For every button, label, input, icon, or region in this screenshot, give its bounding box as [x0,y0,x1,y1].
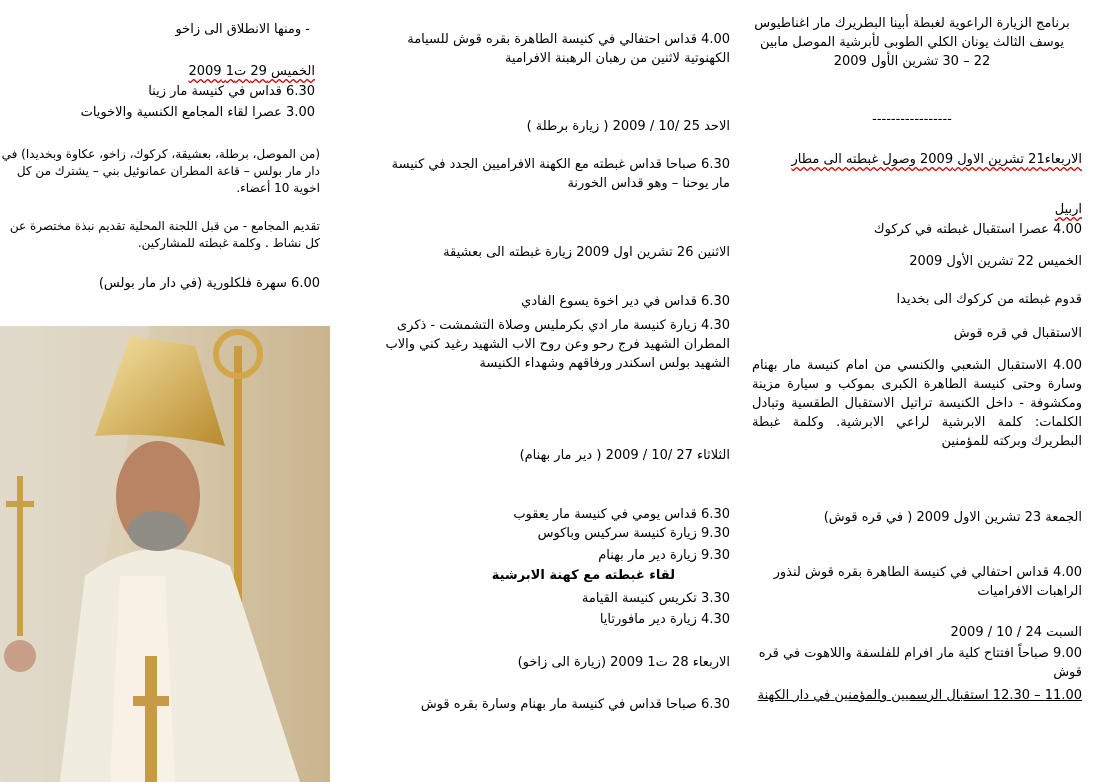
tue-27-heading: الثلاثاء 27 /10 / 2009 ( دير مار بهنام) [519,448,730,463]
tue-27-item1: 6.30 قداس يومي في كنيسة مار يعقوب [513,507,730,522]
fri-23-item: 4.00 قداس احتفالي في كنيسة الطاهرة بقره قوش لنذور الراهبات الافراميات [773,565,1082,599]
tue-27-item5: 3.30 تكريس كنيسة القيامة [581,591,730,606]
thu-29-heading: الخميس 29 ت1 2009 [188,64,315,79]
tue-27-item3: 9.30 زيارة دير مار بهنام [598,548,730,563]
mon-26-item1: 6.30 قداس في دير اخوة يسوع الفادي [521,294,730,309]
sun-25-heading: الاحد 25 /10 / 2009 ( زيارة برطلة ) [526,119,730,134]
thu-22-heading: الخميس 22 تشرين الأول 2009 [909,254,1082,269]
sat-24-item2: 11.00 – 12.30 استقبال الرسميين والمؤمنين في دار الكهنة [757,688,1082,703]
wed-28-item: 6.30 صباحا قداس في كنيسة مار بهنام وسارة بقره قوش [420,697,730,712]
thu-29-note1: (من الموصل، برطلة، بعشيقة، كركوك، زاخو، عكاوة وبخديدا) في دار مار بولس – قاعة المطران عمانوئيل بني – يشترك من كل اخوية 10 أعضاء. [1,147,320,195]
tue-27-item4: لقاء غبطته مع كهنة الابرشية [491,568,675,583]
program-title: برنامج الزيارة الراعوية لغبطة أبينا البطريرك مار اغناطيوس يوسف الثالث يونان الكلي الطوبى لأبرشية الموصل مابين 22 – 30 تشرين الأول 2009 [754,16,1070,69]
fri-23-heading: الجمعة 23 تشرين الاول 2009 ( في قره قوش) [823,510,1082,525]
sat-24-item1: 9.00 صباحاً افتتاح كلية مار افرام للفلسفة واللاهوت في قره قوش [758,646,1082,680]
tue-27-item6: 4.30 زيارة دير مافورتايا [599,612,730,627]
reception-text: 4.00 الاستقبال الشعبي والكنسي من امام كنيسة مار بهنام وسارة وحتى كنيسة الطاهرة الكبرى بموكب و سيارة مزينة ومكشوفة - داخل الكنيسة تراتيل الاستقبال الطقسية وتبادل الكلمات: كلمة الابرشية لراعي الابرشية. وكلمة غبطة البطريرك وبركته للمؤمنين [752,358,1082,449]
depart-zakho: - ومنها الانطلاق الى زاخو [175,22,310,37]
wed-21-heading: الاربعاء21 تشرين الاول 2009 وصول غبطته الى مطار [791,152,1082,167]
tue-27-item2: 9.30 زيارة كنيسة سركيس وباكوس [537,526,730,541]
wed-21-item: 4.00 عصرا استقبال غبطته في كركوك [873,222,1082,237]
mon-26-item2: 4.30 زيارة كنيسة مار ادي بكرمليس وصلاة التشمشت - ذكرى المطران الشهيد فرج رحو وعن روح الاب الشهيد رغيد كني والاب الشهيد بولس اسكندر ورفاقهم وشهداء الكنيسة [385,318,730,371]
thu-29-item2: 3.00 عصرا لقاء المجامع الكنسية والاخويات [80,105,315,120]
patriarch-photo [0,326,330,782]
title-separator: ----------------- [872,112,952,127]
thu-29-item1: 6.30 قداس في كنيسة مار زينا [148,84,315,99]
mon-26-heading: الاثنين 26 تشرين اول 2009 زيارة غبطته الى بعشيقة [443,245,730,260]
fri-ordination-item: 4.00 قداس احتفالي في كنيسة الطاهرة بقره قوش للسيامة الكهنوتية لاثنين من رهبان الرهبنة الافرامية [407,32,730,66]
reception-heading: الاستقبال في قره قوش [953,326,1082,341]
sun-25-item: 6.30 صباحا قداس غبطته مع الكهنة الافراميين الجدد في كنيسة مار يوحنا – وهو قداس الخورنة [391,157,730,191]
sat-24-heading: السبت 24 / 10 / 2009 [950,625,1082,640]
wed-28-heading: الاربعاء 28 ت1 2009 (زيارة الى زاخو) [517,655,730,670]
thu-29-evening: 6.00 سهرة فلكلورية (في دار مار بولس) [98,276,320,291]
thu-22-item: قدوم غبطته من كركوك الى بخديدا [896,292,1082,307]
wed-21-place: اربيل [1054,202,1082,217]
thu-29-note2: تقديم المجامع - من قبل اللجنة المحلية تقديم نبذة مختصرة عن كل نشاط . وكلمة غبطته للمشاركين. [9,219,320,250]
